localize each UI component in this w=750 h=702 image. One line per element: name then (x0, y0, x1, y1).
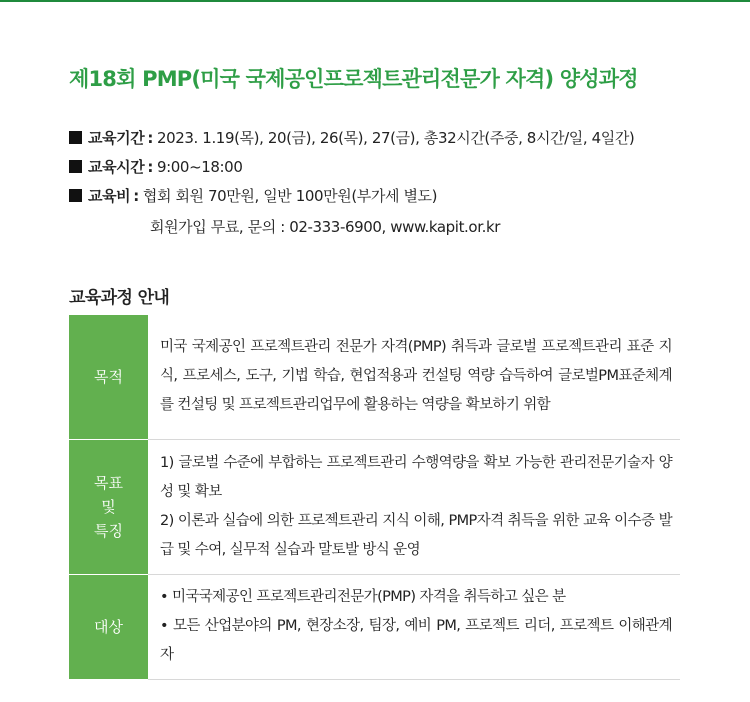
info-value: 협회 회원 70만원, 일반 100만원(부가세 별도) (142, 187, 438, 205)
info-value: 2023. 1.19(목), 20(금), 26(목), 27(금), 총32시간(주중, 8시간/일, 4일간) (156, 129, 635, 147)
row-head (69, 440, 148, 575)
section-title: 교육과정 안내 (69, 288, 170, 308)
row-head (69, 315, 148, 440)
table-row (69, 315, 680, 440)
square-bullet-icon (69, 189, 82, 202)
table-row (69, 440, 680, 575)
square-bullet-icon (69, 131, 82, 144)
row-text: • 미국국제공인 프로젝트관리전문가(PMP) 자격을 취득하고 싶은 분 (160, 589, 566, 605)
info-fee-line2 (69, 213, 709, 242)
info-time (69, 153, 709, 182)
row-body (148, 440, 680, 575)
info-separator: : (147, 129, 153, 147)
row-head-label: 대상 (94, 618, 123, 636)
row-body (148, 315, 680, 440)
info-fee (69, 182, 709, 211)
page-title: 제18회 PMP(미국 국제공인프로젝트관리전문가 자격) 양성과정 (69, 67, 638, 91)
course-info (69, 124, 709, 242)
info-label: 교육비 (88, 187, 131, 205)
info-value: 회원가입 무료, 문의 : 02-333-6900, www.kapit.or.kr (150, 218, 501, 236)
row-head-label: 및 (101, 498, 116, 516)
course-table (69, 315, 680, 680)
row-head-label: 특징 (94, 522, 123, 540)
square-bullet-icon (69, 160, 82, 173)
info-label: 교육시간 (88, 158, 145, 176)
row-head-label: 목표 (94, 474, 123, 492)
row-text: 미국 국제공인 프로젝트관리 전문가 자격(PMP) 취득과 글로벌 프로젝트관리 표준 지식, 프로세스, 도구, 기법 학습, 현업적용과 컨설팅 역량 습득하여 글로벌PM표준체계를 컨설팅 및 프로젝트관리업무에 활용하는 역량을 확보하기 위함 (160, 339, 672, 413)
info-period (69, 124, 709, 153)
row-body (148, 575, 680, 680)
top-accent-line (0, 0, 750, 2)
table-row (69, 575, 680, 680)
row-text: 2) 이론과 실습에 의한 프로젝트관리 지식 이해, PMP자격 취득을 위한 교육 이수증 발급 및 수여, 실무적 실습과 말토발 방식 운영 (160, 512, 672, 558)
info-label: 교육기간 (88, 129, 145, 147)
row-text: 1) 글로벌 수준에 부합하는 프로젝트관리 수행역량을 확보 가능한 관리전문기술자 양성 및 확보 (160, 454, 672, 500)
info-value: 9:00~18:00 (156, 158, 243, 176)
row-head-label: 목적 (94, 368, 123, 386)
row-head (69, 575, 148, 680)
row-text: • 모든 산업분야의 PM, 현장소장, 팀장, 예비 PM, 프로젝트 리더, 프로젝트 이해관계자 (160, 618, 672, 663)
info-separator: : (133, 187, 139, 205)
info-separator: : (147, 158, 153, 176)
